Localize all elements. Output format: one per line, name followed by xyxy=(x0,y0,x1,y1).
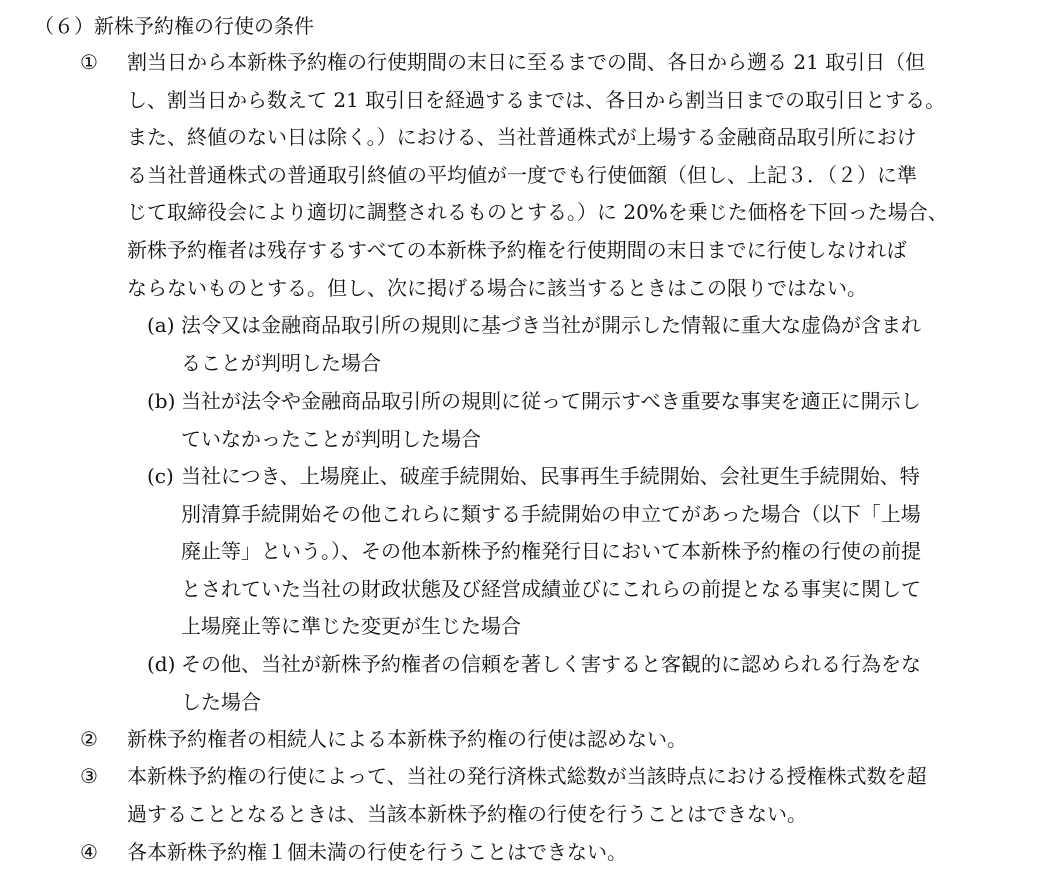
subitem-text-line: 当社につき、上場廃止、破産手続開始、民事再生手続開始、会社更生手続開始、特 xyxy=(181,464,920,488)
item-marker: ③ xyxy=(80,764,98,788)
item-text-line: ならないものとする。但し、次に掲げる場合に該当するときはこの限りではない。 xyxy=(127,275,867,300)
item-text-line: る当社普通株式の普通取引終値の平均値が一度でも行使価額（但し、上記３．（２）に準 xyxy=(127,162,917,187)
subitem-marker: (b) xyxy=(147,389,176,413)
item-text-line: また、終値のない日は除く。）における、当社普通株式が上場する金融商品取引所におけ xyxy=(127,125,917,150)
subitem-text-line: 当社が法令や金融商品取引所の規則に従って開示すべき重要な事実を適正に開示し xyxy=(181,389,921,413)
item-text-line: 本新株予約権の行使によって、当社の発行済株式総数が当該時点における授権株式数を超 xyxy=(127,764,927,788)
subitem-text-line: ていなかったことが判明した場合 xyxy=(181,426,481,451)
item-text-line: 新株予約権者は残存するすべての本新株予約権を行使期間の末日までに行使しなければ xyxy=(127,238,907,262)
item-text-line: 各本新株予約権１個未満の行使を行うことはできない。 xyxy=(127,840,627,864)
subitem-text-line: とされていた当社の財政状態及び経営成績並びにこれらの前提となる事実に関して xyxy=(181,576,921,601)
subitem-text-line: その他、当社が新株予約権者の信頼を著しく害すると客観的に認められる行為をな xyxy=(181,652,921,676)
subitem-marker: (c) xyxy=(147,464,174,488)
subitem-marker: (d) xyxy=(147,652,176,676)
item-marker: ④ xyxy=(80,840,98,864)
item-text-line: 割当日から本新株予約権の行使期間の末日に至るまでの間、各日から遡る 21 取引日（但 xyxy=(127,50,926,74)
subitem-text-line: 法令又は金融商品取引所の規則に基づき当社が開示した情報に重大な虚偽が含まれ xyxy=(181,313,921,337)
subitem-text-line: 廃止等」という。）、その他本新株予約権発行日において本新株予約権の行使の前提 xyxy=(181,539,921,564)
subitem-text-line: 別清算手続開始その他これらに類する手続開始の申立てがあった場合（以下「上場 xyxy=(181,501,921,526)
item-text-line: 過することとなるときは、当該本新株予約権の行使を行うことはできない。 xyxy=(127,801,807,826)
subitem-text-line: した場合 xyxy=(181,689,261,714)
item-text-line: じて取締役会により適切に調整されるものとする。）に 20%を乗じた価格を下回った場合、 xyxy=(127,200,948,225)
item-text-line: し、割当日から数えて 21 取引日を経過するまでは、各日から割当日までの取引日とする。 xyxy=(127,87,946,112)
subitem-text-line: 上場廃止等に準じた変更が生じた場合 xyxy=(181,614,521,639)
subitem-marker: (a) xyxy=(147,313,175,337)
item-text-line: 新株予約権者の相続人による本新株予約権の行使は認めない。 xyxy=(127,727,687,751)
item-marker: ① xyxy=(80,50,98,74)
subitem-text-line: ることが判明した場合 xyxy=(181,350,381,375)
section-title: （６）新株予約権の行使の条件 xyxy=(34,14,314,38)
item-marker: ② xyxy=(80,727,98,751)
